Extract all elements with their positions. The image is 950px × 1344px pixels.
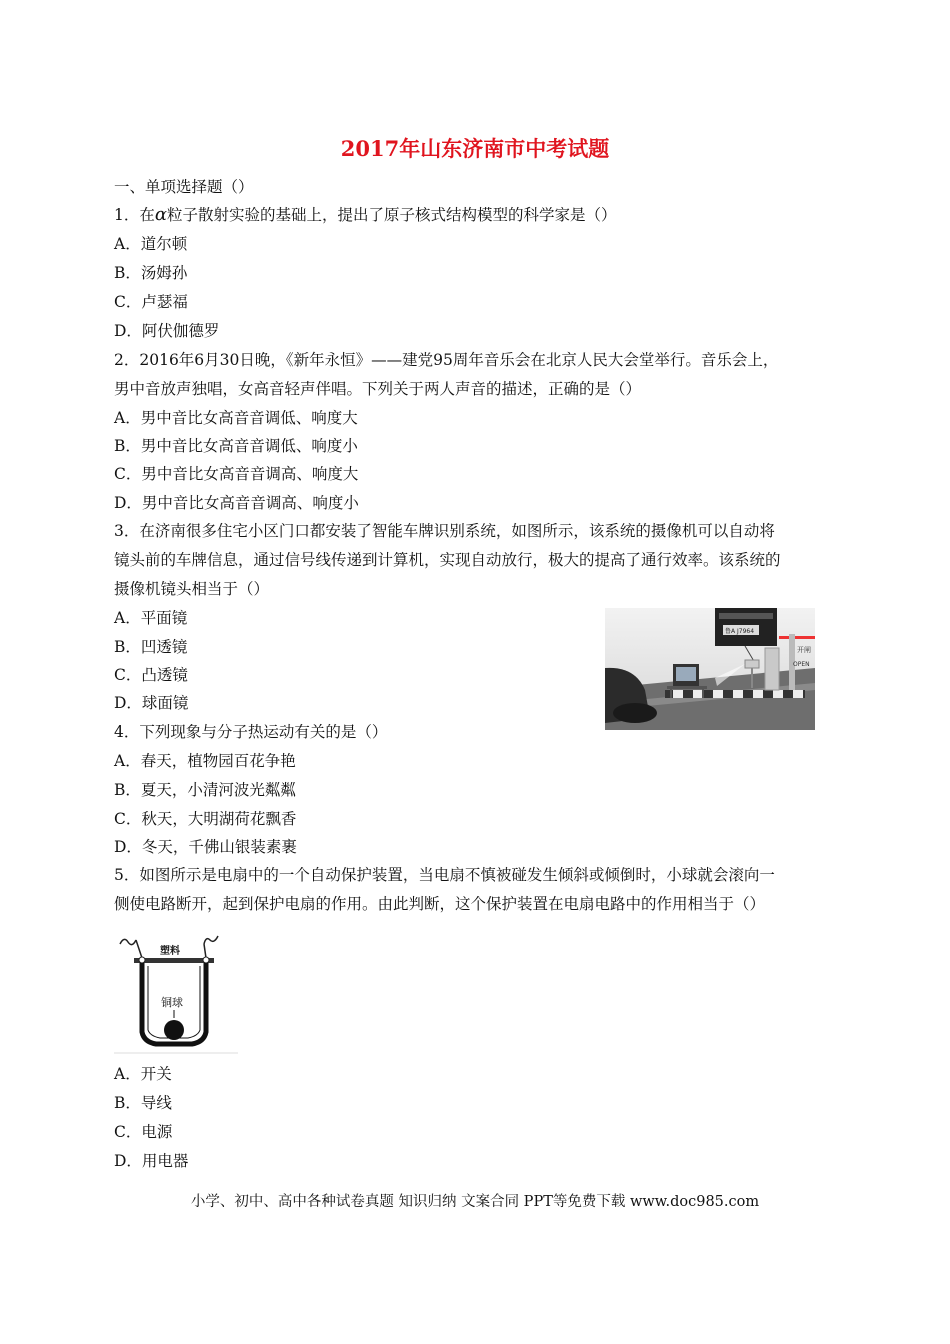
question-5-option-c: C．电源 xyxy=(114,1123,173,1141)
question-2-stem-line-2: 男中音放声独唱，女高音轻声伴唱。下列关于两人声音的描述，正确的是（） xyxy=(114,380,642,398)
question-4-option-d: D．冬天，千佛山银装素裹 xyxy=(114,838,297,856)
gate-open-label: OPEN xyxy=(793,661,810,668)
question-5-option-d: D．用电器 xyxy=(114,1152,189,1170)
question-1-stem xyxy=(114,204,617,226)
question-2-option-c: C．男中音比女高音音调高、响度大 xyxy=(114,465,359,483)
question-3-stem-line-1: 3．在济南很多住宅小区门口都安装了智能车牌识别系统，如图所示，该系统的摄像机可以自动将 xyxy=(114,522,775,540)
gate-label: 开闸 xyxy=(797,646,811,654)
page-title: 2017年山东济南市中考试题 xyxy=(340,136,610,161)
question-1-option-c: C．卢瑟福 xyxy=(114,293,188,311)
question-5-option-b: B．导线 xyxy=(114,1094,172,1112)
question-2-option-a: A．男中音比女高音音调低、响度大 xyxy=(114,409,358,427)
license-plate-recognition-figure xyxy=(605,608,815,730)
question-5-option-a: A．开关 xyxy=(114,1065,172,1083)
question-4-stem: 4．下列现象与分子热运动有关的是（） xyxy=(114,723,388,741)
question-3-option-a: A．平面镜 xyxy=(114,609,188,627)
question-3-stem-line-2: 镜头前的车牌信息，通过信号线传递到计算机，实现自动放行，极大的提高了通行效率。该系统的 xyxy=(114,551,781,569)
question-2-option-b: B．男中音比女高音音调低、响度小 xyxy=(114,437,358,455)
question-1-option-b: B．汤姆孙 xyxy=(114,264,188,282)
question-3-option-d: D．球面镜 xyxy=(114,694,189,712)
section-heading: 一、单项选择题（） xyxy=(114,178,254,196)
page-footer: 小学、初中、高中各种试卷真题 知识归纳 文案合同 PPT等免费下载 www.doc985.com xyxy=(190,1194,760,1210)
question-1-option-d: D．阿伏伽德罗 xyxy=(114,322,220,340)
plate-text: 鲁A J7964 xyxy=(725,628,755,635)
question-5-stem-line-2: 侧使电路断开，起到保护电扇的作用。由此判断，这个保护装置在电扇电路中的作用相当于（） xyxy=(114,895,766,913)
alpha-symbol: α xyxy=(154,204,168,225)
question-3-option-b: B．凹透镜 xyxy=(114,638,188,656)
question-3-option-c: C．凸透镜 xyxy=(114,666,188,684)
question-2-stem-line-1: 2．2016年6月30日晚，《新年永恒》——建党95周年音乐会在北京人民大会堂举行。音乐会上， xyxy=(114,351,779,369)
question-3-stem-line-3: 摄像机镜头相当于（） xyxy=(114,580,270,598)
question-1-suffix: 粒子散射实验的基础上，提出了原子核式结构模型的科学家是（） xyxy=(167,206,617,224)
question-4-option-a: A．春天，植物园百花争艳 xyxy=(114,752,296,770)
ball-label: 铜球 xyxy=(161,996,183,1009)
question-4-option-c: C．秋天，大明湖荷花飘香 xyxy=(114,810,297,828)
question-1-prefix: 1．在 xyxy=(114,206,155,224)
tilt-switch-figure xyxy=(114,932,238,1054)
plastic-label: 塑料 xyxy=(160,946,180,957)
question-2-option-d: D．男中音比女高音音调高、响度小 xyxy=(114,494,359,512)
question-5-stem-line-1: 5．如图所示是电扇中的一个自动保护装置，当电扇不慎被碰发生倾斜或倾倒时，小球就会滚向一 xyxy=(114,866,775,884)
question-1-option-a: A．道尔顿 xyxy=(114,235,188,253)
question-4-option-b: B．夏天，小清河波光粼粼 xyxy=(114,781,296,799)
